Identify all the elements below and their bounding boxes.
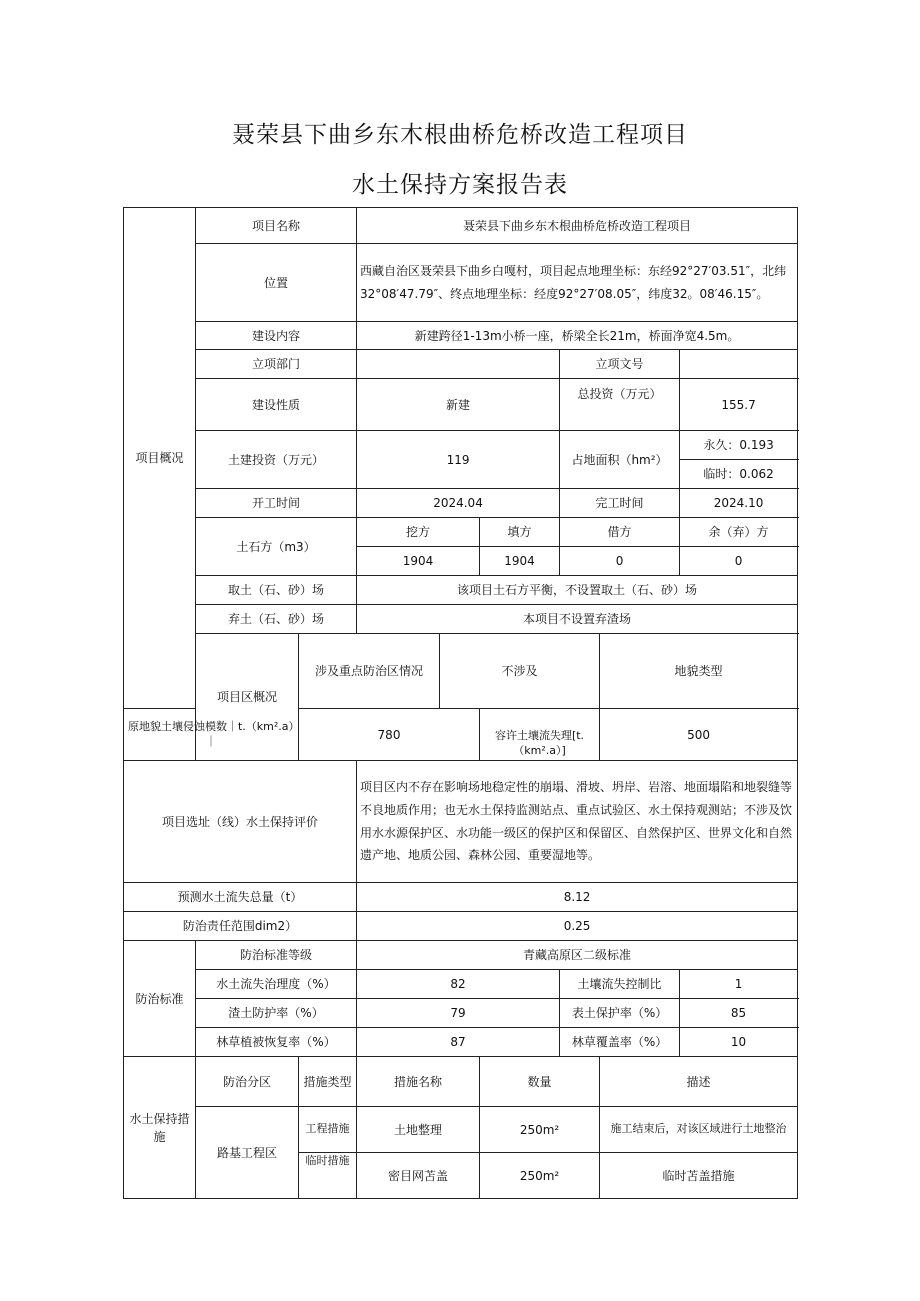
spoil-site-value: 本项目不设置弃渣场 — [357, 605, 798, 634]
report-table — [123, 207, 798, 1199]
key-area-label: 涉及重点防治区情况 — [299, 634, 440, 709]
borrow-site-label: 取土（石、砂）场 — [196, 576, 357, 605]
site-eval-text: 项目区内不存在影响场地稳定性的崩塌、滑坡、坍岸、岩溶、地面塌陷和地裂缝等不良地质作用；也无水土保持监测站点、重点试验区、水土保持观测站；不涉及饮用水水源保护区、水功能一级区的保护区和保留区、自然保护区、世界文化和自然遗产地、地质公园、森林公园、重要湿地等。 — [357, 761, 798, 883]
location-label: 位置 — [196, 244, 357, 322]
doc-label: 立项文号 — [560, 350, 680, 379]
measure-desc: 施工结束后，对该区域进行土地整治 — [600, 1107, 798, 1153]
earth-value-fill: 1904 — [480, 547, 560, 576]
standard-row-label: 渣土防护率（%） — [196, 999, 357, 1028]
earth-label: 土石方（m3） — [196, 518, 357, 576]
erosion-label: 原地貌土壤侵蚀模数｜t.（km².a）｜ — [124, 709, 299, 761]
standard-grade-label: 防治标准等级 — [196, 941, 357, 970]
erosion-value: 780 — [299, 709, 480, 761]
standard-row-value: 87 — [357, 1028, 560, 1057]
measures-header-desc: 描述 — [600, 1057, 798, 1107]
resp-range-label: 防治责任范围dim2） — [124, 912, 357, 941]
start-label: 开工时间 — [196, 489, 357, 518]
landform-label: 地貌类型 — [600, 634, 798, 709]
dept-value — [357, 350, 560, 379]
earth-value-borrow: 0 — [560, 547, 680, 576]
finish-value: 2024.10 — [680, 489, 798, 518]
measures-category: 水土保持措施 — [124, 1057, 196, 1199]
finish-label: 完工时间 — [560, 489, 680, 518]
measure-qty: 250m² — [480, 1107, 600, 1153]
measure-qty: 250m² — [480, 1153, 600, 1199]
standard-row-value: 85 — [680, 999, 798, 1028]
earth-header-cut: 挖方 — [357, 518, 480, 547]
area-label: 占地面积（hm²） — [560, 431, 680, 489]
area-permanent: 永久：0.193 — [680, 431, 798, 460]
nature-label: 建设性质 — [196, 379, 357, 431]
measures-zone-name: 路基工程区 — [196, 1107, 299, 1199]
spoil-site-label: 弃土（石、砂）场 — [196, 605, 357, 634]
measure-name: 密目网苫盖 — [357, 1153, 480, 1199]
predicted-loss-label: 预测水土流失总量（t） — [124, 883, 357, 912]
area-temporary: 临时：0.062 — [680, 460, 798, 489]
standard-row-label: 林草植被恢复率（%） — [196, 1028, 357, 1057]
standard-row-label: 水土流失治理度（%） — [196, 970, 357, 999]
earth-header-borrow: 借方 — [560, 518, 680, 547]
standard-row-value: 82 — [357, 970, 560, 999]
overview-category: 项目概况 — [124, 208, 196, 709]
standard-row-value: 10 — [680, 1028, 798, 1057]
measure-name: 土地整理 — [357, 1107, 480, 1153]
earth-header-surplus: 余（弃）方 — [680, 518, 798, 547]
project-name-label: 项目名称 — [196, 208, 357, 244]
doc-value — [680, 350, 798, 379]
measure-type: 工程措施 — [299, 1107, 357, 1153]
start-value: 2024.04 — [357, 489, 560, 518]
earth-header-fill: 填方 — [480, 518, 560, 547]
measures-header-type: 措施类型 — [299, 1057, 357, 1107]
civil-invest-label: 土建投资（万元） — [196, 431, 357, 489]
measure-desc: 临时苫盖措施 — [600, 1153, 798, 1199]
key-area-value: 不涉及 — [440, 634, 600, 709]
location-value: 西藏自治区聂荣县下曲乡白嘎村，项目起点地理坐标：东经92°27′03.51″，北纬32°08′47.79″、终点地理坐标：经度92°27′08.05″，纬度32。08′46.15″。 — [357, 244, 798, 322]
total-invest-value: 155.7 — [680, 379, 798, 431]
measure-type: 临时措施 — [299, 1153, 357, 1199]
standard-row-value: 1 — [680, 970, 798, 999]
content-value: 新建跨径1-13m小桥一座，桥梁全长21m，桥面净宽4.5m。 — [357, 322, 798, 350]
content-label: 建设内容 — [196, 322, 357, 350]
report-title-line1: 聂荣县下曲乡东木根曲桥危桥改造工程项目 — [232, 122, 688, 148]
allow-loss-label: 容许土壤流失理[t.（km².a）] — [480, 709, 600, 761]
zone-category: 项目区概况 — [196, 634, 299, 761]
dept-label: 立项部门 — [196, 350, 357, 379]
allow-loss-value: 500 — [600, 709, 798, 761]
measures-header-qty: 数量 — [480, 1057, 600, 1107]
standard-row-value: 79 — [357, 999, 560, 1028]
predicted-loss-value: 8.12 — [357, 883, 798, 912]
total-invest-label: 总投资（万元） — [560, 379, 680, 431]
civil-invest-value: 119 — [357, 431, 560, 489]
standard-row-label: 表土保护率（%） — [560, 999, 680, 1028]
standard-category: 防治标准 — [124, 941, 196, 1057]
resp-range-value: 0.25 — [357, 912, 798, 941]
measures-header-zone: 防治分区 — [196, 1057, 299, 1107]
borrow-site-value: 该项目土石方平衡，不设置取土（石、砂）场 — [357, 576, 798, 605]
standard-grade-value: 青藏高原区二级标准 — [357, 941, 798, 970]
report-title-line2: 水土保持方案报告表 — [352, 172, 568, 198]
standard-row-label: 林草覆盖率（%） — [560, 1028, 680, 1057]
nature-value: 新建 — [357, 379, 560, 431]
site-eval-label: 项目选址（线）水土保持评价 — [124, 761, 357, 883]
earth-value-cut: 1904 — [357, 547, 480, 576]
project-name-value: 聂荣县下曲乡东木根曲桥危桥改造工程项目 — [357, 208, 798, 244]
earth-value-surplus: 0 — [680, 547, 798, 576]
measures-header-name: 措施名称 — [357, 1057, 480, 1107]
standard-row-label: 土壤流失控制比 — [560, 970, 680, 999]
